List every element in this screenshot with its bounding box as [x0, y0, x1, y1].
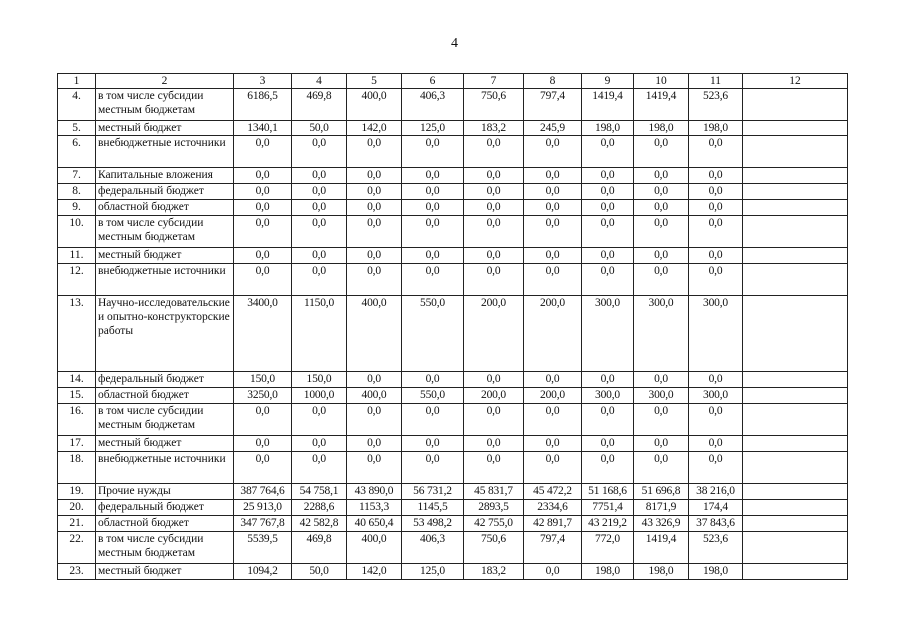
row-number: 20. [58, 500, 96, 516]
budget-table [57, 73, 848, 580]
value-cell: 25 913,0 [234, 500, 292, 516]
value-cell: 0,0 [234, 264, 292, 296]
table-row [58, 404, 848, 436]
row-number: 8. [58, 184, 96, 200]
row-name: федеральный бюджет [96, 372, 234, 388]
empty-cell [743, 216, 848, 248]
row-number: 23. [58, 564, 96, 580]
value-cell: 347 767,8 [234, 516, 292, 532]
value-cell: 772,0 [582, 532, 634, 564]
value-cell: 0,0 [464, 404, 524, 436]
value-cell: 0,0 [689, 184, 743, 200]
value-cell: 3250,0 [234, 388, 292, 404]
row-number: 9. [58, 200, 96, 216]
row-name: внебюджетные источники [96, 452, 234, 484]
value-cell: 45 831,7 [464, 484, 524, 500]
value-cell: 0,0 [689, 216, 743, 248]
value-cell: 797,4 [524, 532, 582, 564]
header-row [58, 74, 848, 89]
value-cell: 0,0 [689, 372, 743, 388]
row-number: 15. [58, 388, 96, 404]
value-cell: 0,0 [464, 452, 524, 484]
value-cell: 45 472,2 [524, 484, 582, 500]
value-cell: 400,0 [347, 388, 402, 404]
table-row [58, 516, 848, 532]
value-cell: 0,0 [234, 216, 292, 248]
value-cell: 1153,3 [347, 500, 402, 516]
table-row [58, 436, 848, 452]
value-cell: 0,0 [347, 216, 402, 248]
value-cell: 0,0 [234, 184, 292, 200]
value-cell: 8171,9 [634, 500, 689, 516]
row-number: 14. [58, 372, 96, 388]
table-row [58, 500, 848, 516]
empty-cell [743, 121, 848, 136]
row-number: 22. [58, 532, 96, 564]
value-cell: 0,0 [402, 136, 464, 168]
value-cell: 0,0 [292, 184, 347, 200]
value-cell: 0,0 [582, 436, 634, 452]
value-cell: 150,0 [292, 372, 347, 388]
empty-cell [743, 200, 848, 216]
value-cell: 42 582,8 [292, 516, 347, 532]
page-number: 4 [451, 36, 458, 51]
header-cell: 1 [58, 74, 96, 89]
row-name: местный бюджет [96, 564, 234, 580]
value-cell: 51 696,8 [634, 484, 689, 500]
value-cell: 0,0 [234, 452, 292, 484]
table-row [58, 532, 848, 564]
empty-cell [743, 372, 848, 388]
value-cell: 7751,4 [582, 500, 634, 516]
value-cell: 2893,5 [464, 500, 524, 516]
value-cell: 0,0 [347, 248, 402, 264]
row-name: в том числе субсидии местным бюджетам [96, 532, 234, 564]
table-row [58, 200, 848, 216]
value-cell: 198,0 [582, 121, 634, 136]
value-cell: 1419,4 [582, 89, 634, 121]
value-cell: 0,0 [634, 436, 689, 452]
value-cell: 0,0 [634, 452, 689, 484]
row-name: местный бюджет [96, 436, 234, 452]
value-cell: 40 650,4 [347, 516, 402, 532]
value-cell: 198,0 [689, 121, 743, 136]
value-cell: 0,0 [524, 216, 582, 248]
value-cell: 0,0 [464, 436, 524, 452]
row-name: местный бюджет [96, 248, 234, 264]
row-number: 12. [58, 264, 96, 296]
value-cell: 0,0 [634, 216, 689, 248]
empty-cell [743, 248, 848, 264]
row-number: 13. [58, 296, 96, 372]
value-cell: 0,0 [689, 452, 743, 484]
value-cell: 3400,0 [234, 296, 292, 372]
table-row [58, 388, 848, 404]
empty-cell [743, 264, 848, 296]
header-cell: 12 [743, 74, 848, 89]
value-cell: 0,0 [524, 564, 582, 580]
value-cell: 0,0 [347, 168, 402, 184]
value-cell: 51 168,6 [582, 484, 634, 500]
value-cell: 198,0 [634, 121, 689, 136]
value-cell: 245,9 [524, 121, 582, 136]
value-cell: 0,0 [464, 216, 524, 248]
value-cell: 300,0 [689, 296, 743, 372]
row-number: 7. [58, 168, 96, 184]
empty-cell [743, 564, 848, 580]
value-cell: 53 498,2 [402, 516, 464, 532]
row-name: федеральный бюджет [96, 500, 234, 516]
value-cell: 400,0 [347, 89, 402, 121]
table-body [58, 74, 848, 580]
empty-cell [743, 532, 848, 564]
value-cell: 37 843,6 [689, 516, 743, 532]
value-cell: 0,0 [689, 168, 743, 184]
value-cell: 0,0 [402, 264, 464, 296]
table-row [58, 248, 848, 264]
value-cell: 0,0 [524, 404, 582, 436]
value-cell: 300,0 [634, 296, 689, 372]
row-number: 6. [58, 136, 96, 168]
value-cell: 0,0 [347, 452, 402, 484]
value-cell: 0,0 [464, 136, 524, 168]
value-cell: 198,0 [634, 564, 689, 580]
value-cell: 0,0 [524, 248, 582, 264]
table-row [58, 121, 848, 136]
value-cell: 0,0 [524, 200, 582, 216]
value-cell: 1150,0 [292, 296, 347, 372]
value-cell: 750,6 [464, 532, 524, 564]
header-cell: 10 [634, 74, 689, 89]
header-cell: 4 [292, 74, 347, 89]
value-cell: 0,0 [347, 184, 402, 200]
value-cell: 0,0 [292, 436, 347, 452]
value-cell: 0,0 [292, 404, 347, 436]
value-cell: 0,0 [402, 452, 464, 484]
value-cell: 523,6 [689, 532, 743, 564]
table-row [58, 564, 848, 580]
table-row [58, 168, 848, 184]
value-cell: 174,4 [689, 500, 743, 516]
value-cell: 142,0 [347, 564, 402, 580]
value-cell: 0,0 [689, 436, 743, 452]
value-cell: 469,8 [292, 532, 347, 564]
value-cell: 0,0 [464, 168, 524, 184]
row-name: в том числе субсидии местным бюджетам [96, 89, 234, 121]
value-cell: 0,0 [689, 404, 743, 436]
row-name: внебюджетные источники [96, 264, 234, 296]
value-cell: 0,0 [402, 404, 464, 436]
value-cell: 1419,4 [634, 89, 689, 121]
value-cell: 56 731,2 [402, 484, 464, 500]
value-cell: 0,0 [347, 136, 402, 168]
row-number: 4. [58, 89, 96, 121]
value-cell: 0,0 [347, 404, 402, 436]
value-cell: 0,0 [582, 452, 634, 484]
row-number: 18. [58, 452, 96, 484]
value-cell: 54 758,1 [292, 484, 347, 500]
row-name: Капитальные вложения [96, 168, 234, 184]
value-cell: 0,0 [524, 136, 582, 168]
row-name: федеральный бюджет [96, 184, 234, 200]
value-cell: 0,0 [689, 200, 743, 216]
empty-cell [743, 388, 848, 404]
value-cell: 300,0 [582, 296, 634, 372]
empty-cell [743, 296, 848, 372]
row-name: областной бюджет [96, 200, 234, 216]
value-cell: 0,0 [402, 248, 464, 264]
value-cell: 42 891,7 [524, 516, 582, 532]
value-cell: 0,0 [347, 436, 402, 452]
value-cell: 2334,6 [524, 500, 582, 516]
value-cell: 0,0 [524, 184, 582, 200]
value-cell: 0,0 [402, 184, 464, 200]
value-cell: 387 764,6 [234, 484, 292, 500]
header-cell: 8 [524, 74, 582, 89]
value-cell: 125,0 [402, 564, 464, 580]
table-row [58, 452, 848, 484]
empty-cell [743, 516, 848, 532]
value-cell: 0,0 [234, 168, 292, 184]
value-cell: 42 755,0 [464, 516, 524, 532]
value-cell: 406,3 [402, 89, 464, 121]
value-cell: 0,0 [634, 404, 689, 436]
empty-cell [743, 436, 848, 452]
value-cell: 300,0 [689, 388, 743, 404]
value-cell: 0,0 [634, 372, 689, 388]
value-cell: 0,0 [292, 136, 347, 168]
table-row [58, 184, 848, 200]
value-cell: 125,0 [402, 121, 464, 136]
header-cell: 7 [464, 74, 524, 89]
value-cell: 50,0 [292, 564, 347, 580]
value-cell: 797,4 [524, 89, 582, 121]
value-cell: 200,0 [464, 388, 524, 404]
value-cell: 0,0 [402, 436, 464, 452]
value-cell: 0,0 [634, 264, 689, 296]
value-cell: 50,0 [292, 121, 347, 136]
value-cell: 0,0 [292, 452, 347, 484]
value-cell: 0,0 [634, 184, 689, 200]
value-cell: 200,0 [524, 388, 582, 404]
value-cell: 0,0 [524, 436, 582, 452]
table-row [58, 264, 848, 296]
row-number: 10. [58, 216, 96, 248]
value-cell: 43 326,9 [634, 516, 689, 532]
value-cell: 38 216,0 [689, 484, 743, 500]
value-cell: 142,0 [347, 121, 402, 136]
value-cell: 0,0 [689, 248, 743, 264]
value-cell: 0,0 [464, 372, 524, 388]
value-cell: 0,0 [347, 200, 402, 216]
row-name: внебюджетные источники [96, 136, 234, 168]
table-row [58, 484, 848, 500]
value-cell: 0,0 [524, 452, 582, 484]
table-row [58, 372, 848, 388]
value-cell: 300,0 [634, 388, 689, 404]
value-cell: 0,0 [292, 168, 347, 184]
value-cell: 0,0 [464, 264, 524, 296]
value-cell: 43 219,2 [582, 516, 634, 532]
header-cell: 11 [689, 74, 743, 89]
value-cell: 0,0 [347, 264, 402, 296]
row-number: 11. [58, 248, 96, 264]
value-cell: 183,2 [464, 121, 524, 136]
value-cell: 0,0 [634, 248, 689, 264]
value-cell: 0,0 [464, 200, 524, 216]
header-cell: 5 [347, 74, 402, 89]
value-cell: 1094,2 [234, 564, 292, 580]
header-cell: 9 [582, 74, 634, 89]
row-name: в том числе субсидии местным бюджетам [96, 216, 234, 248]
empty-cell [743, 184, 848, 200]
value-cell: 550,0 [402, 296, 464, 372]
value-cell: 400,0 [347, 532, 402, 564]
value-cell: 43 890,0 [347, 484, 402, 500]
value-cell: 1340,1 [234, 121, 292, 136]
row-number: 17. [58, 436, 96, 452]
row-number: 21. [58, 516, 96, 532]
value-cell: 200,0 [464, 296, 524, 372]
value-cell: 0,0 [402, 372, 464, 388]
value-cell: 0,0 [689, 264, 743, 296]
value-cell: 469,8 [292, 89, 347, 121]
value-cell: 198,0 [689, 564, 743, 580]
value-cell: 0,0 [234, 200, 292, 216]
value-cell: 0,0 [582, 168, 634, 184]
value-cell: 0,0 [234, 404, 292, 436]
empty-cell [743, 452, 848, 484]
value-cell: 5539,5 [234, 532, 292, 564]
header-cell: 2 [96, 74, 234, 89]
value-cell: 2288,6 [292, 500, 347, 516]
value-cell: 523,6 [689, 89, 743, 121]
value-cell: 0,0 [292, 248, 347, 264]
row-name: в том числе субсидии местным бюджетам [96, 404, 234, 436]
row-name: местный бюджет [96, 121, 234, 136]
row-number: 16. [58, 404, 96, 436]
value-cell: 150,0 [234, 372, 292, 388]
empty-cell [743, 168, 848, 184]
value-cell: 0,0 [402, 200, 464, 216]
empty-cell [743, 136, 848, 168]
value-cell: 550,0 [402, 388, 464, 404]
value-cell: 0,0 [634, 200, 689, 216]
value-cell: 0,0 [234, 136, 292, 168]
value-cell: 0,0 [234, 436, 292, 452]
value-cell: 0,0 [689, 136, 743, 168]
value-cell: 0,0 [582, 404, 634, 436]
empty-cell [743, 89, 848, 121]
value-cell: 0,0 [582, 264, 634, 296]
value-cell: 0,0 [634, 168, 689, 184]
value-cell: 183,2 [464, 564, 524, 580]
value-cell: 1000,0 [292, 388, 347, 404]
row-name: Научно-исследовательские и опытно-конструкторские работы [96, 296, 234, 372]
value-cell: 0,0 [582, 136, 634, 168]
table-row [58, 296, 848, 372]
empty-cell [743, 404, 848, 436]
value-cell: 0,0 [524, 168, 582, 184]
value-cell: 400,0 [347, 296, 402, 372]
value-cell: 0,0 [582, 248, 634, 264]
table-row [58, 89, 848, 121]
value-cell: 0,0 [234, 248, 292, 264]
value-cell: 0,0 [464, 184, 524, 200]
value-cell: 1419,4 [634, 532, 689, 564]
value-cell: 0,0 [292, 264, 347, 296]
value-cell: 0,0 [402, 168, 464, 184]
value-cell: 0,0 [582, 200, 634, 216]
table-row [58, 136, 848, 168]
empty-cell [743, 484, 848, 500]
row-name: областной бюджет [96, 388, 234, 404]
row-name: Прочие нужды [96, 484, 234, 500]
value-cell: 6186,5 [234, 89, 292, 121]
value-cell: 0,0 [292, 216, 347, 248]
value-cell: 0,0 [582, 216, 634, 248]
value-cell: 300,0 [582, 388, 634, 404]
value-cell: 406,3 [402, 532, 464, 564]
value-cell: 0,0 [582, 184, 634, 200]
value-cell: 1145,5 [402, 500, 464, 516]
value-cell: 750,6 [464, 89, 524, 121]
empty-cell [743, 500, 848, 516]
table-row [58, 216, 848, 248]
value-cell: 198,0 [582, 564, 634, 580]
row-number: 19. [58, 484, 96, 500]
value-cell: 0,0 [292, 200, 347, 216]
value-cell: 0,0 [524, 264, 582, 296]
header-cell: 3 [234, 74, 292, 89]
value-cell: 0,0 [524, 372, 582, 388]
value-cell: 0,0 [582, 372, 634, 388]
value-cell: 0,0 [347, 372, 402, 388]
value-cell: 0,0 [634, 136, 689, 168]
row-number: 5. [58, 121, 96, 136]
header-cell: 6 [402, 74, 464, 89]
row-name: областной бюджет [96, 516, 234, 532]
value-cell: 200,0 [524, 296, 582, 372]
value-cell: 0,0 [402, 216, 464, 248]
value-cell: 0,0 [464, 248, 524, 264]
